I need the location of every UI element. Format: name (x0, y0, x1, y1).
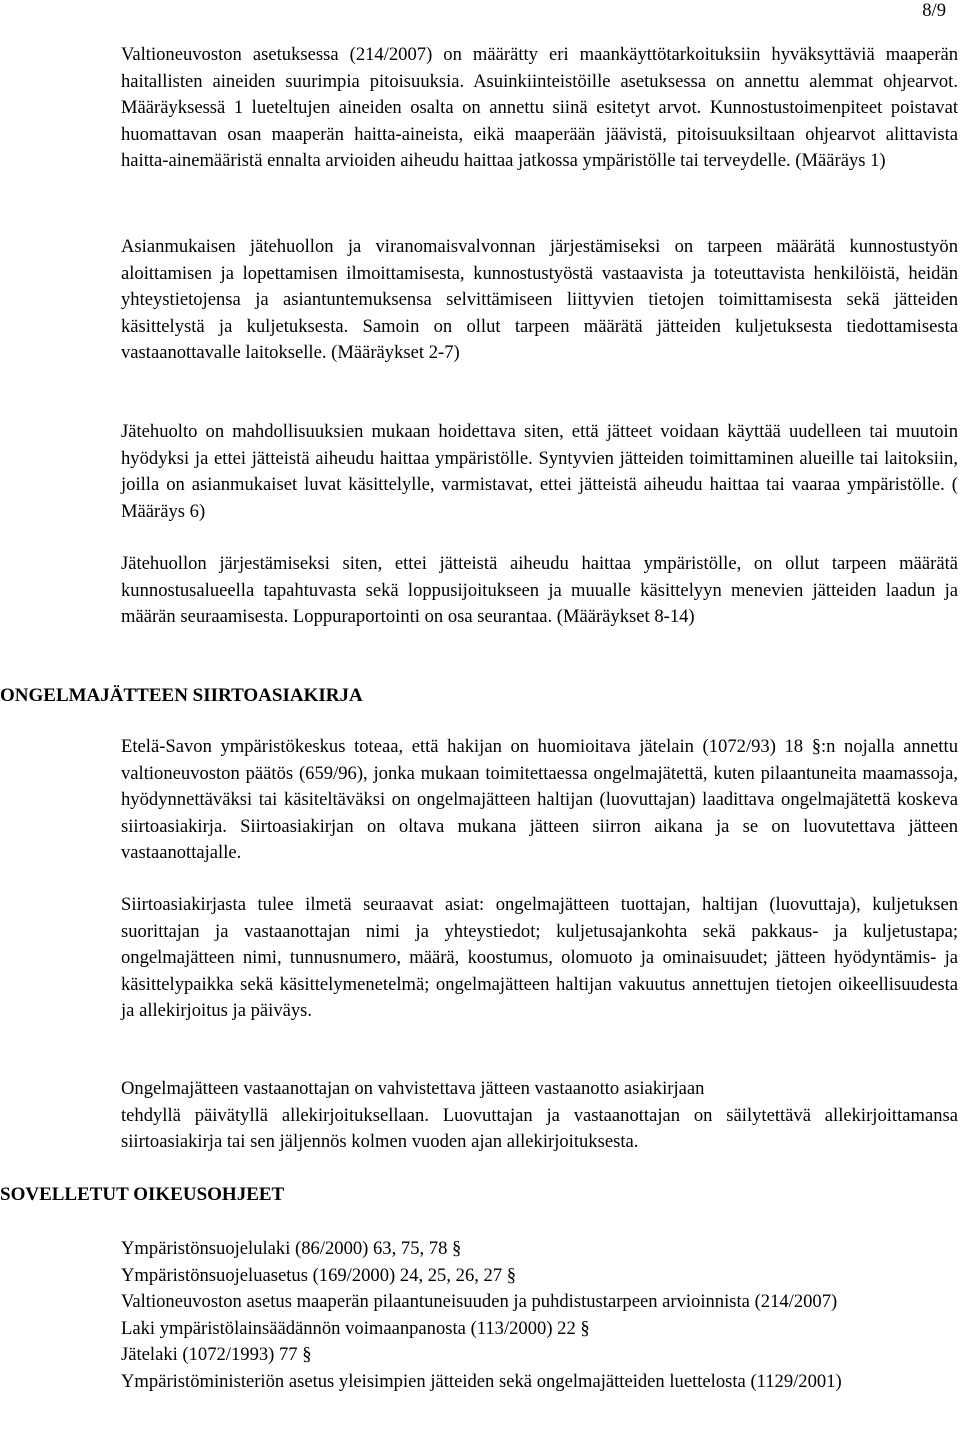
paragraph-receiver-confirmation (121, 1076, 958, 1156)
paragraph-transfer-document-requirement: Etelä-Savon ympäristökeskus toteaa, että hakijan on huomioitava jätelain (1072/93) 18 §:n nojalla annettu valtioneuvoston päätös (659/96), jonka mukaan toimitettaessa ongelmajätettä, kuten pilaantuneita maamassoja, hyödynnettäväksi tai käsiteltäväksi on ongelmajätteen haltijan (luovuttajan) laadittava ongelmajätettä koskeva siirtoasiakirja. Siirtoasiakirjan on oltava mukana jätteen siirron aikana ja se on luovutettava jätteen vastaanottajalle. (121, 736, 958, 864)
receiver-confirmation-rest: tehdyllä päivätyllä allekirjoituksellaan. Luovuttajan ja vastaanottajan on säilytettävä allekirjoittamansa siirtoasiakirja tai sen jäljennös kolmen vuoden ajan allekirjoituksesta. (121, 1104, 958, 1153)
legal-reference-item: Jätelaki (1072/1993) 77 § (121, 1344, 312, 1366)
paragraph-transfer-document-contents: Siirtoasiakirjasta tulee ilmetä seuraavat asiat: ongelmajätteen tuottajan, haltijan (luovuttaja), kuljetuksen suorittajan ja vastaanottajan nimi ja yhteystiedot; kuljetusajankohta sekä pakkaus- ja kuljetustapa; ongelmajätteen nimi, tunnusnumero, määrä, koostumus, olomuoto ja ominaisuudet; jätteen hyödyntämis- ja käsittelypaikka sekä käsittelymenetelmä; ongelmajätteen haltijan vakuutus annettujen tietojen oikeellisuudesta ja allekirjoitus ja päiväys. (121, 894, 958, 1022)
section-heading-applied-legal-provisions: SOVELLETUT OIKEUSOHJEET (0, 1184, 285, 1205)
legal-reference-item: Valtioneuvoston asetus maaperän pilaantuneisuuden ja puhdistustarpeen arvioinnista (214/2007) (121, 1291, 838, 1313)
paragraph-soil-guideline-values: Valtioneuvoston asetuksessa (214/2007) on määrätty eri maankäyttötarkoituksiin hyväksyttäviä maaperän haitallisten aineiden suurimpia pitoisuuksia. Asuinkiinteistöille asetuksessa on annettu alemmat ohjearvot. Määräyksessä 1 lueteltujen aineiden osalta on annettu siinä esitetyt arvot. Kunnostustoimenpiteet poistavat huomattavan osan maaperän haitta-aineista, eikä maaperään jäävistä, pitoisuuksiltaan ohjearvot alittavista haitta-ainemääristä ennalta arvioiden aiheudu haittaa jatkossa ympäristölle tai terveydelle. (Määräys 1) (121, 44, 958, 172)
paragraph-waste-management-supervision: Asianmukaisen jätehuollon ja viranomaisvalvonnan järjestämiseksi on tarpeen määrätä kunnostustyön aloittamisen ja lopettamisen ilmoittamisesta, kunnostustyöstä vastaavista ja toteuttavista henkilöistä, heidän yhteystietojensa ja asiantuntemuksensa selvittämiseen liittyvien tietojen toimittamisesta sekä jätteiden käsittelystä ja kuljetuksesta. Samoin on ollut tarpeen määrätä jätteiden kuljetuksesta tiedottamisesta vastaanottavalle laitokselle. (Määräykset 2-7) (121, 236, 958, 364)
receiver-confirmation-line1: Ongelmajätteen vastaanottajan on vahvistettava jätteen vastaanotto asiakirjaan (121, 1078, 705, 1099)
legal-reference-item: Laki ympäristölainsäädännön voimaanpanosta (113/2000) 22 § (121, 1317, 590, 1339)
paragraph-waste-reuse: Jätehuolto on mahdollisuuksien mukaan hoidettava siten, että jätteet voidaan käyttää uudelleen tai muutoin hyödyksi ja ettei jätteistä aiheudu haittaa ympäristölle. Syntyvien jätteiden toimittaminen alueille tai laitoksiin, joilla on asianmukaiset luvat käsittelylle, varmistavat, ettei jätteistä aiheudu haittaa tai vaaraa ympäristölle. ( Määräys 6) (121, 421, 958, 522)
legal-reference-item: Ympäristönsuojelulaki (86/2000) 63, 75, 78 § (121, 1238, 462, 1259)
legal-reference-item: Ympäristönsuojeluasetus (169/2000) 24, 25, 26, 27 § (121, 1264, 517, 1286)
paragraph-waste-monitoring: Jätehuollon järjestämiseksi siten, ettei jätteistä aiheudu haittaa ympäristölle, on ollut tarpeen määrätä kunnostusalueella tapahtuvasta sekä loppusijoitukseen ja muualle käsittelyyn menevien jätteiden laadun ja määrän seuraamisesta. Loppuraportointi on osa seurantaa. (Määräykset 8-14) (121, 553, 958, 628)
legal-reference-list (121, 1236, 958, 1396)
section-heading-transfer-document: ONGELMAJÄTTEEN SIIRTOASIAKIRJA (0, 685, 363, 706)
page-number: 8/9 (922, 0, 946, 21)
legal-reference-item: Ympäristöministeriön asetus yleisimpien jätteiden sekä ongelmajätteiden luettelosta (1129/2001) (121, 1370, 842, 1392)
